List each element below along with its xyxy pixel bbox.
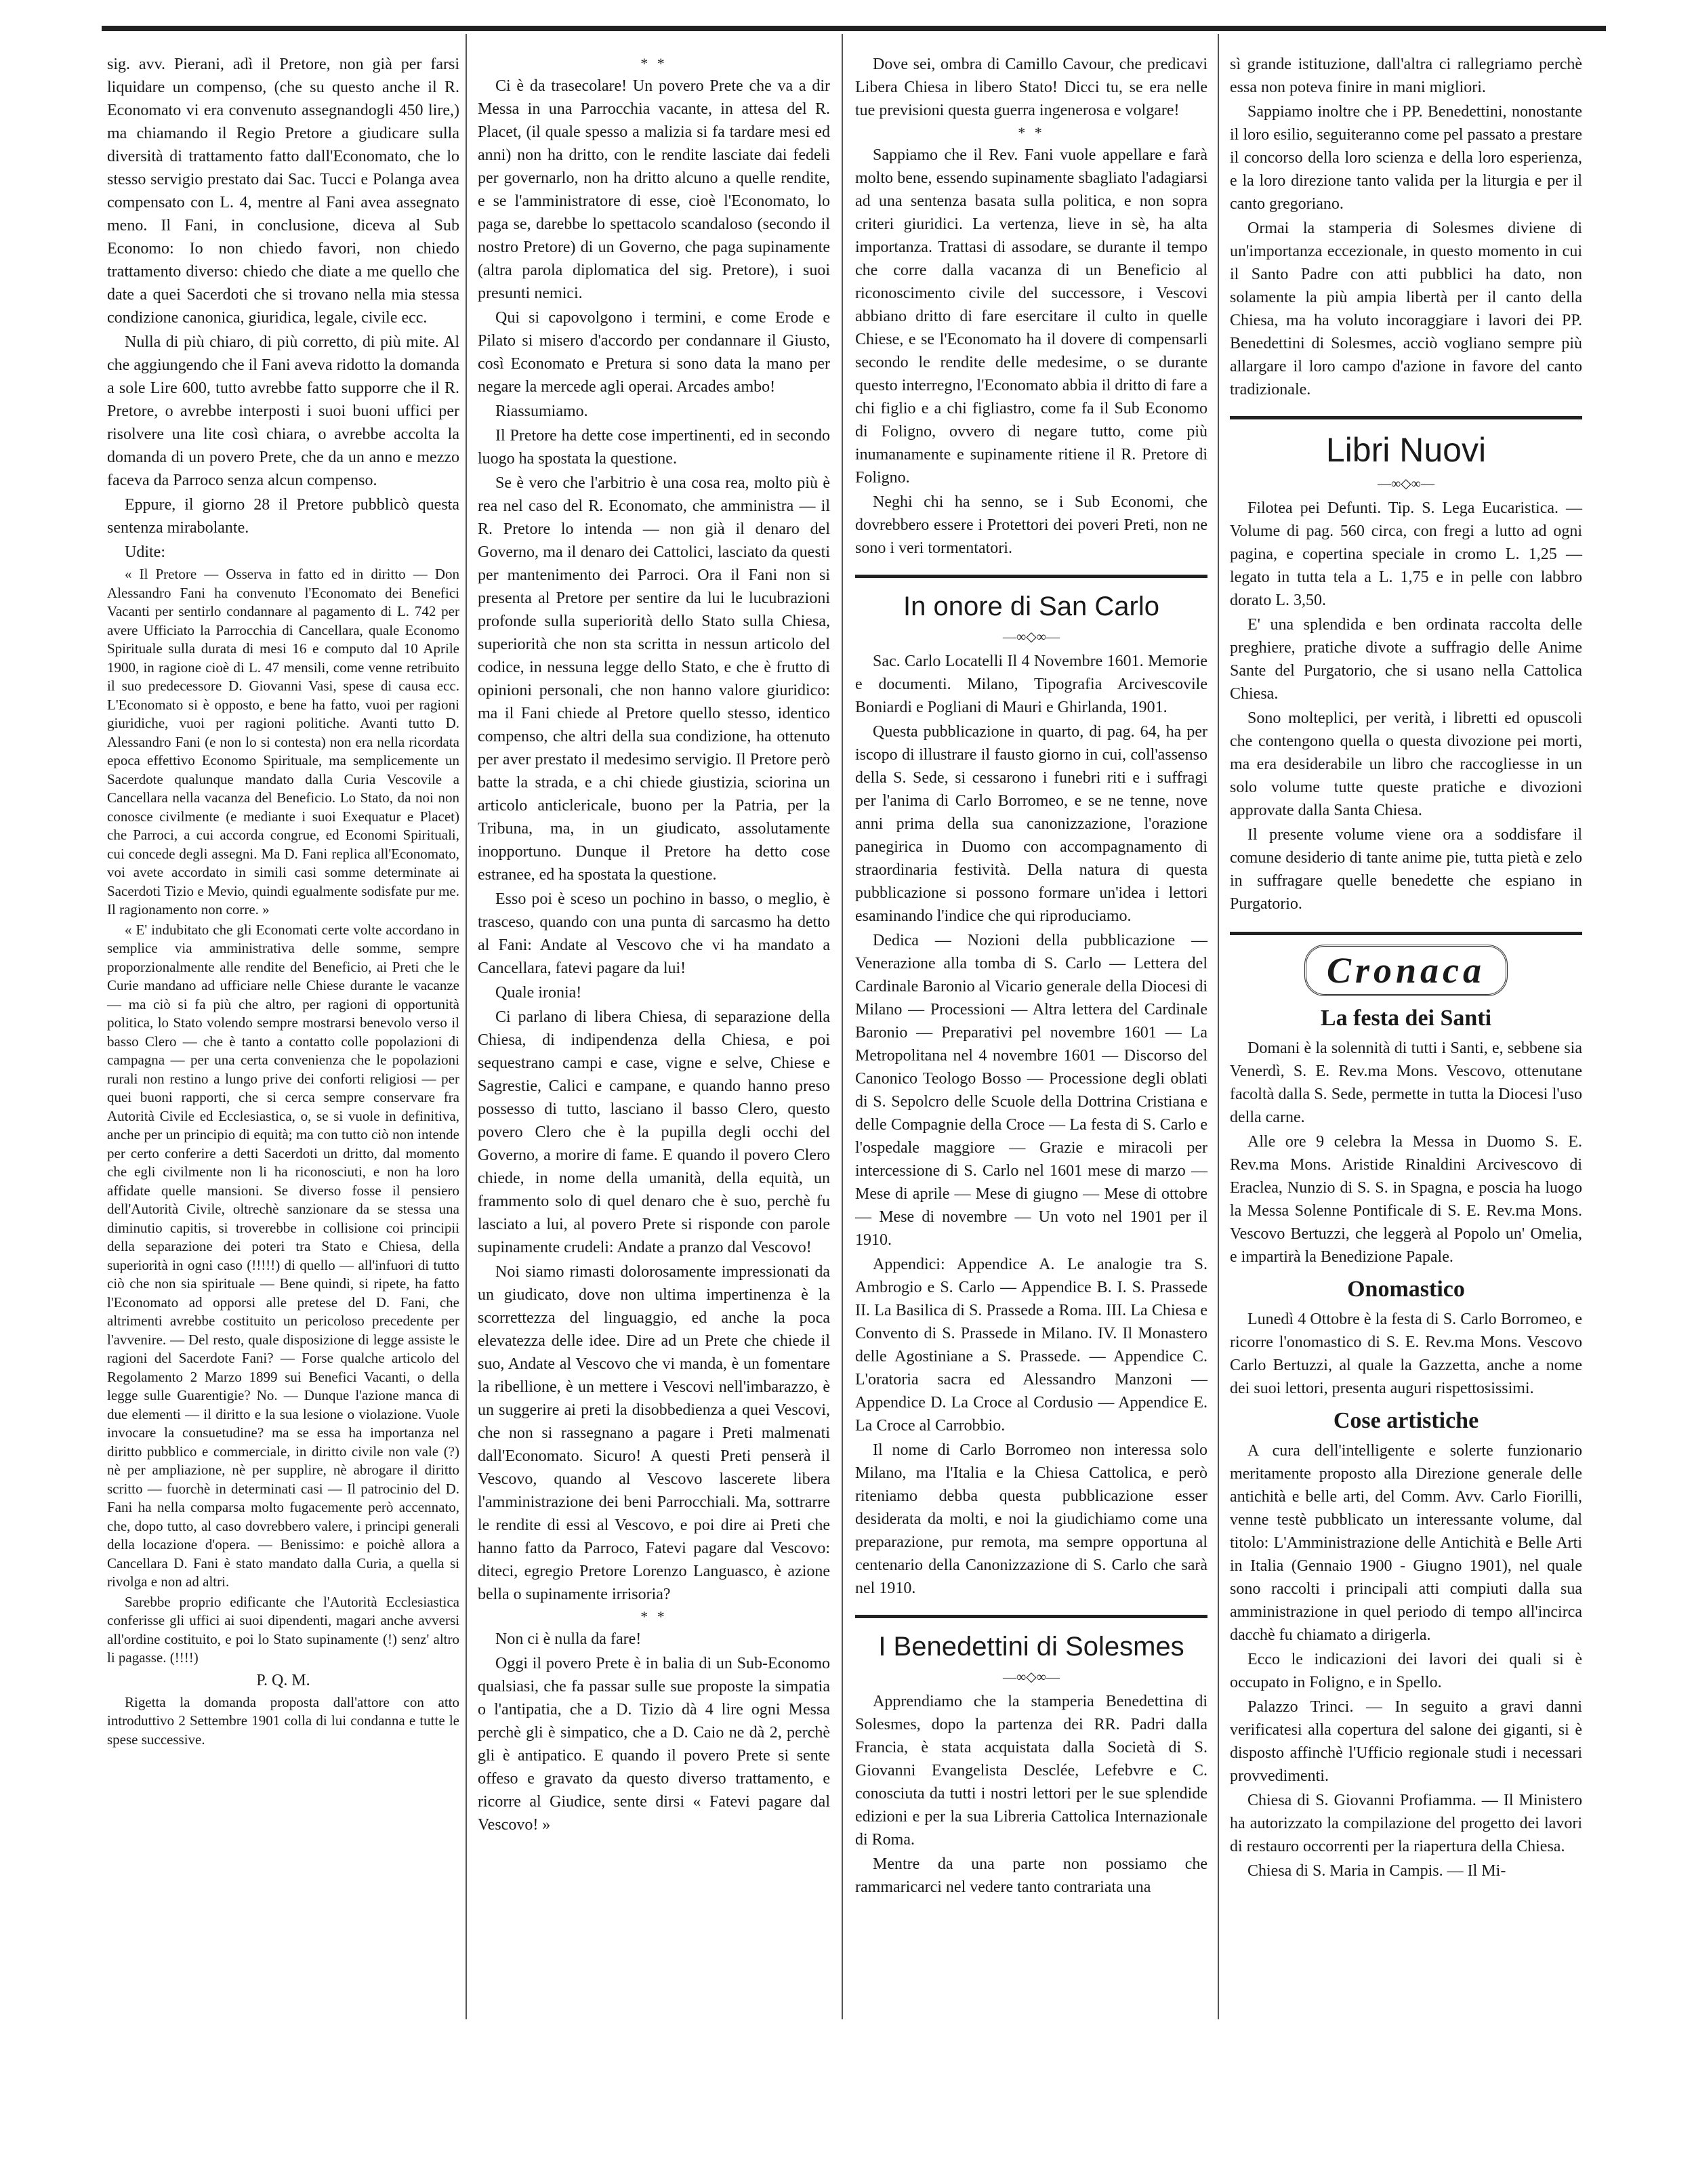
paragraph: Esso poi è sceso un pochino in basso, o meglio, è trasceso, quando con una punta di sarcasmo ha detto al Fani: Andate al Vescovo che vi ha mandato a Cancellara, fatevi pagare da lui! [478, 890, 830, 977]
column-1 [107, 53, 459, 1750]
column-2 [478, 53, 830, 1838]
paragraph: Questa pubblicazione in quarto, di pag. 64, ha per iscopo di illustrare il fausto giorno in cui, coll'assenso della S. Sede, si cessarono i funebri riti e i suffragi per l'anima di Carlo Borromeo, e se ne tenne, nove anni prima della sua canonizzazione, l'orazione panegirica in Duomo con accompagnamento di straordinaria festività. Della natura di questa pubblicazione si possono formare un'idea i lettori esaminando l'indice che qui riproduciamo. [855, 723, 1207, 925]
subheading: Onomastico [1347, 1277, 1465, 1302]
paragraph: Chiesa di S. Maria in Campis. — Il Mi- [1247, 1862, 1506, 1880]
paragraph: sì grande istituzione, dall'altra ci rallegriamo perchè essa non poteva finire in mani migliori. [1230, 56, 1582, 96]
paragraph: Domani è la solennità di tutti i Santi, e, sebbene sia Venerdì, S. E. Rev.ma Mons. Vescovo, ottenutane facoltà dalla S. Sede, permette in tutta la Diocesi l'uso della carne. [1230, 1039, 1582, 1126]
top-rule [102, 26, 1606, 31]
paragraph: « Il Pretore — Osserva in fatto ed in diritto — Don Alessandro Fani ha convenuto l'Economato dei Benefici Vacanti per sentirlo condannare al pagamento di L. 742 per avere Ufficiato la Parrocchia di Cancellara, quale Economo Spirituale sulla durata di mesi 16 e computo dal 10 Aprile 1900, in ragione cioè di L. 47 mensili, come venne retribuito il suo predecessore D. Giovanni Vasi, spese di causa ecc. L'Economato si è opposto, e bene ha fatto, vuoi per ragioni giuridiche, vuoi per ragioni politiche. Avanti tutto D. Alessandro Fani (e non lo si contesta) non era nella ricordata epoca effettivo Economo Spirituale, ma semplicemente un Sacerdote qualunque mandato dalla Curia Vescovile a Cancellara nella vacanza del Beneficio. Lo Stato, da noi non conosce civilmente (e mediante i suoi Exequatur e Placet) che Parroci, a cui accorda congrue, ed Economi Spirituali, cui concede degli assegni. Ma D. Fani replica all'Economato, voi avete accordato in simili casi somme determinate ai Sacerdoti Tizio e Mevio, quindi egualmente sodisfate pur me. Il ragionamento non corre. » [107, 566, 459, 918]
cronaca-masthead [1230, 932, 1582, 996]
column-4 [1230, 53, 1582, 1884]
paragraph: Rigetta la domanda proposta dall'attore con atto introduttivo 2 Settembre 1901 colla di lui condanna e tutte le spese successive. [107, 1693, 459, 1748]
paragraph: E' una splendida e ben ordinata raccolta delle preghiere, pratiche divote a suffragio delle Anime Sante del Purgatorio, che si usano nella Cattolica Chiesa. [1230, 616, 1582, 703]
paragraph: Il presente volume viene ora a soddisfare il comune desiderio di tante anime pie, tutta pietà e zelo in suffragare quelle benedette che espiano in Purgatorio. [1230, 826, 1582, 913]
paragraph: Non ci è nulla da fare! [495, 1630, 642, 1648]
ornament-icon: —∞◇∞— [1003, 1670, 1060, 1685]
subheading: Cose artistiche [1333, 1408, 1479, 1433]
paragraph: Sarebbe proprio edificante che l'Autorità Ecclesiastica conferisse gli uffici ai suoi dipendenti, magari anche avversi all'ordine costituito, e poi lo Stato supinamente (!) senz' altro li pagasse. (!!!!) [107, 1593, 459, 1666]
paragraph: Quale ironia! [495, 984, 582, 1002]
paragraph: Sappiamo inoltre che i PP. Benedettini, nonostante il loro esilio, seguiteranno come pel passato a prestare il concorso della loro scienza e della loro esperienza, e la loro direzione tanto valida per la liturgia e per il canto gregoriano. [1230, 103, 1582, 213]
paragraph: Filotea pei Defunti. Tip. S. Lega Eucaristica. — Volume di pag. 560 circa, con fregi a lutto ad ogni pagina, e copertina speciale in cromo L. 1,25 — legato in tutta tela a L. 1,75 e in pelle con labbro dorato L. 3,50. [1230, 499, 1582, 609]
paragraph: Palazzo Trinci. — In seguito a gravi danni verificatesi alla copertura del salone dei giganti, si è disposto affinchè l'Ufficio regionale studi i necessari provvedimenti. [1230, 1698, 1582, 1785]
column-3 [855, 53, 1207, 1900]
paragraph: Sac. Carlo Locatelli Il 4 Novembre 1601. Memorie e documenti. Milano, Tipografia Arcivescovile Boniardi e Pogliani di Mauri e Ghirlanda, 1901. [855, 653, 1207, 716]
paragraph: sig. avv. Pierani, adì il Pretore, non già per farsi liquidare un compenso, (che su questo anche il R. Economato vi era convenuto assegnandogli 450 lire,) ma chiamando il Regio Pretore a giudicare sulla diversità di trattamento fatto dall'Economato, che lo stesso servigio prestato dai Sac. Tucci e Polanga avea compensato con L. 4, mentre al Fani avea assegnato meno. Il Fani, in conclusione, diceva al Sub Economo: Io non chiedo favori, non chiedo trattamento diverso: chiedo che diate a me quello che date a quei Sacerdoti che si trovano nella mia stessa condizione canonica, giuridica, legale, civile ecc. [107, 56, 459, 327]
section-heading: Libri Nuovi [1230, 416, 1582, 470]
asterism-separator: * * [640, 1608, 667, 1625]
cronaca-title: Cronaca [1304, 945, 1508, 996]
paragraph: Ci parlano di libera Chiesa, di separazione della Chiesa, di indipendenza della Chiesa, e poi sequestrano campi e case, vigne e selve, Chiese e Sagrestie, Calici e campane, e quando hanno preso possesso di tutto, lasciano il basso Clero, questo povero Clero che è la pupilla degli occhi del Governo, a morire di fame. E quando il povero Clero chiede, in nome della umanità, della equità, un frammento solo di quel denaro che è suo, perchè fu lasciato a lui, al povero Prete si risponde con parole supinamente crudeli: Andate a pranzo dal Vescovo! [478, 1008, 830, 1256]
section-heading: I Benedettini di Solesmes [855, 1615, 1207, 1663]
subheading: La festa dei Santi [1320, 1006, 1492, 1031]
paragraph: P. Q. M. [256, 1671, 310, 1689]
column-divider [842, 34, 843, 2019]
ornament-icon: —∞◇∞— [1003, 630, 1060, 644]
paragraph: Apprendiamo che la stamperia Benedettina di Solesmes, dopo la partenza dei RR. Padri dalla Francia, è stata acquistata dalla Società di S. Giovanni Evangelista Desclée, Lefebvre e C. conosciuta da tutti i nostri lettori per le sue splendide edizioni e per la sua Libreria Cattolica Internazionale di Roma. [855, 1693, 1207, 1849]
paragraph: Mentre da una parte non possiamo che rammaricarci nel vedere tanto contrariata una [855, 1855, 1207, 1896]
paragraph: Ormai la stamperia di Solesmes diviene di un'importanza eccezionale, in questo momento in cui il Santo Padre con atti pubblici ha dato, non solamente la più ampia libertà per il canto della Chiesa, ma ha voluto incoraggiare i lavori dei PP. Benedettini di Solesmes, acciò vogliano sempre più allargare il loro campo d'azione in favore del canto tradizionale. [1230, 220, 1582, 398]
paragraph: Udite: [125, 543, 165, 561]
paragraph: Noi siamo rimasti dolorosamente impressionati da un giudicato, dove non ultima impertinenza è la scorrettezza del linguaggio, ed anche la poca elevatezza delle idee. Dire ad un Prete che chiede il suo, Andate al Vescovo che vi manda, è un fomentare la ribellione, è un mettere i Vescovi nell'imbarazzo, è un suggerire ai preti la disobbedienza a quei Vescovi, che non si rassegnano a pagare i Preti malmenati dall'Economato. Sicuro! A questi Preti penserà il Vescovo, quando al Vescovo lascerete libera l'amministrazione dei beni Parrocchiali. Ma, sottrarre le rendite di essi al Vescovo, e poi dire ai Preti che hanno fatto da Parroco, Fatevi pagare dal Vescovo: diteci, egregio Pretore Lorenzo Languasco, è azione bella o supinamente irrisoria? [478, 1263, 830, 1603]
ornament-icon: —∞◇∞— [1378, 476, 1434, 491]
column-divider [466, 34, 467, 2019]
column-divider [1218, 34, 1219, 2019]
paragraph: Appendici: Appendice A. Le analogie tra S. Ambrogio e S. Carlo — Appendice B. I. S. Prassede II. La Basilica di S. Prassede a Roma. III. La Chiesa e Convento di S. Prassede in Milano. IV. Il Monastero delle Agostiniane a S. Prassede. — Appendice C. L'oratoria sacra ed Alessandro Manzoni — Appendice D. La Croce al Cordusio — Appendice E. La Croce al Carrobbio. [855, 1256, 1207, 1435]
paragraph: Ecco le indicazioni dei lavori dei quali si è occupato in Foligno, e in Spello. [1230, 1651, 1582, 1691]
paragraph: Eppure, il giorno 28 il Pretore pubblicò questa sentenza mirabolante. [107, 496, 459, 537]
section-heading: In onore di San Carlo [855, 575, 1207, 623]
paragraph: Nulla di più chiaro, di più corretto, di più mite. Al che aggiungendo che il Fani aveva ridotto la domanda a sole Lire 600, tutto avrebbe fatto supporre che il R. Pretore, o avrebbe interposti i suoi buoni uffici per risolvere una lite così chiara, o avrebbe accolta la domanda di un povero Prete, che da un anno e mezzo faceva da Parroco senza alcun compenso. [107, 333, 459, 489]
paragraph: Dedica — Nozioni della pubblicazione — Venerazione alla tomba di S. Carlo — Lettera del Cardinale Baronio al Vicario generale della Diocesi di Milano — Processioni — Altra lettera del Cardinale Baronio — Preparativi pel novembre 1601 — La Metropolitana nel 4 novembre 1601 — Discorso del Canonico Teologo Bosso — Processione degli oblati di S. Sepolcro delle Scuole della Dottrina Cristiana e delle Compagnie della Croce — La festa di S. Carlo e l'ospedale maggiore — Grazie e miracoli per intercessione di S. Carlo nel 1601 mese di marzo — Mese di aprile — Mese di giugno — Mese di ottobre — Mese di novembre — Un voto nel 1901 per il 1910. [855, 932, 1207, 1249]
paragraph: Sappiamo che il Rev. Fani vuole appellare e farà molto bene, essendo supinamente sbagliato l'adagiarsi ad una sentenza basata sulla politica, e non sopra criteri giuridici. La vertenza, lieve in sè, ha alta importanza. Trattasi di assodare, se durante il tempo che corre dalla vacanza di un Beneficio al riconoscimento civile del successore, i Vescovi abbiano dritto di fare esercitare il culto in quelle Chiese, e se l'Economato ha il dovere di compensarli secondo le rendite delle medesime, o se durante questo interregno, l'Economato abbia il dritto di fare a chi figlio e a chi figliastro, come fa il Sub Economo di Foligno, ovvero di negare tutto, come più inumanamente e supinamente ritiene il R. Pretore di Foligno. [855, 146, 1207, 487]
paragraph: Lunedì 4 Ottobre è la festa di S. Carlo Borromeo, e ricorre l'onomastico di S. E. Rev.ma Mons. Vescovo Carlo Bertuzzi, al quale la Gazzetta, anche a nome dei suoi lettori, presenta auguri rispettosissimi. [1230, 1311, 1582, 1397]
paragraph: Dove sei, ombra di Camillo Cavour, che predicavi Libera Chiesa in libero Stato! Dicci tu, se era nelle tue previsioni questa guerra ingenerosa e volgare! [855, 56, 1207, 119]
paragraph: Alle ore 9 celebra la Messa in Duomo S. E. Rev.ma Mons. Aristide Rinaldini Arcivescovo di Eraclea, Nunzio di S. S. in Spagna, e poscia ha luogo la Messa Solenne Pontificale di S. E. Rev.ma Mons. Vescovo Bertuzzi, che leggerà al Popolo un' Omelia, e impartirà la Benedizione Papale. [1230, 1133, 1582, 1266]
asterism-separator: * * [640, 55, 667, 72]
paragraph: Riassumiamo. [495, 403, 588, 420]
paragraph: Qui si capovolgono i termini, e come Erode e Pilato si misero d'accordo per condannare il Giusto, così Economato e Pretura si sono data la mano per negare la mercede agli operai. Arcades ambo! [478, 309, 830, 396]
paragraph: Il nome di Carlo Borromeo non interessa solo Milano, ma l'Italia e la Chiesa Cattolica, e però riteniamo debba questa pubblicazione esser desiderata da molti, e noi la giudichiamo come una preparazione, pur remota, ma sempre opportuna al centenario della Canonizzazione di S. Carlo che sarà nel 1910. [855, 1441, 1207, 1597]
paragraph: A cura dell'intelligente e solerte funzionario meritamente proposto alla Direzione generale delle antichità e belle arti, del Comm. Avv. Carlo Fiorilli, venne testè pubblicato un interessante volume, dal titolo: L'Amministrazione delle Antichità e Belle Arti in Italia (Gennaio 1900 - Giugno 1901), nel quale sono raccolti i principali atti compiuti dalla sua amministrazione in quel periodo di tempo all'incirca dacchè fu chiamato a dirigerla. [1230, 1442, 1582, 1644]
paragraph: Oggi il povero Prete è in balia di un Sub-Economo qualsiasi, che fa passar sulle sue proposte la simpatia o l'antipatia, che a D. Tizio dà 4 lire ogni Messa perchè gli è simpatico, che a D. Caio ne dà 2, perchè gli è antipatico. E quando il povero Prete si sente offeso e gravato da questo diverso trattamento, e ricorre al Giudice, sente dirsi « Fatevi pagare dal Vescovo! » [478, 1655, 830, 1834]
paragraph: Il Pretore ha dette cose impertinenti, ed in secondo luogo ha spostata la questione. [478, 427, 830, 468]
paragraph: Se è vero che l'arbitrio è una cosa rea, molto più è rea nel caso del R. Economato, che amministra — il R. Pretore lo intenda — non già il denaro del Governo, ma il denaro dei Cattolici, lasciato da questi per mantenimento dei Parroci. Ora il Fani non si presenta al Pretore per sentire da lui le lucubrazioni profonde sulla superiorità dello Stato sulla Chiesa, superiorità che non sta scritta in nessun articolo del codice, in nessuna legge dello Stato, e che è frutto di opinioni personali, che non hanno valore giuridico: ma il Fani chiede al Pretore quello stesso, identico compenso, che altri della sua condizione, ha ottenuto per aver prestato il medesimo servigio. Il Pretore però batte la strada, e a chi chiede giustizia, sciorina un articolo anticlericale, buono per la Patria, per la Tribuna, ma, in un giudicato, assolutamente inopportuno. Dunque il Pretore ha detto cose estranee, ed ha spostata la questione. [478, 474, 830, 884]
paragraph: « E' indubitato che gli Economati certe volte accordano in semplice via amministrativa delle somme, sempre proporzionalmente alle rendite del Beneficio, ai Preti che le Curie mandano ad ufficiare nelle Chiese durante le vacanze — ma ciò si fa più che altro, per ragioni di opportunità politica, lo Stato volendo sempre mostrarsi benevolo verso il basso Clero — che è tanto a contatto colle popolazioni di campagna — per una certa convenienza che le popolazioni rurali non restino a lungo prive dei conforti religiosi — per quei buoni rapporti, che si cerca sempre conservare fra Autorità Civile ed Ecclesiastica, o, se si vuole in definitiva, anche per un principio di equità; ma con tutto ciò non intende per certo conferire a detti Sacerdoti un dritto, dal momento che egli civilmente non li ha riconosciuti, e non ha loro affidate quelle mansioni. Se diverso fosse il pensiero dell'Autorità Civile, oltrechè sanzionare da se stessa una diminutio capitis, si troverebbe in collisione coi principii della separazione dei poteri tra Stato e Chiesa, della superiorità in ogni caso (!!!!!) di quello — all'infuori di tutto ciò che non sia spirituale — Bene quindi, si ripete, ha fatto l'Economato ad opporsi alle pretese del D. Fani, che altrimenti avrebbe costituito un pericoloso precedente per l'avvenire. — Del resto, quale disposizione di legge assiste le ragioni del Sacerdote Fani? — Forse qualche articolo del Regolamento 2 Marzo 1899 sui Benefici Vacanti, o della legge sulle Guarentigie? No. — Dunque l'azione manca di due elementi — il diritto e la sua lesione o violazione. Vuole invocare la consuetudine? ma se essa ha importanza nel diritto pubblico e commerciale, in diritto civile non vale (?) nè per ampliazione, nè per supplire, nè abrogare il diritto scritto — fuorchè in determinati casi — Il patrocinio del D. Fani ha nella comparsa molto fugacemente però accennato, che, dopo tutto, al caso dovrebbero valere, i principi generali della locazione d'opera. — Benissimo: e poichè allora a Cancellara D. Fani è stato mandato dalla Curia, a quella si rivolga e non ad altri. [107, 921, 459, 1590]
paragraph: Ci è da trasecolare! Un povero Prete che va a dir Messa in una Parrocchia vacante, in attesa del R. Placet, (il quale spesso a malizia si fa tardare mesi ed anni) non ha dritto, con le rendite lasciate dai fedeli per governarlo, non ha dritto alcuno a quelle rendite, e se l'amministratore di esse, cioè l'Economato, lo paga se, darebbe lo spettacolo scandaloso (secondo il nostro Pretore) di un Governo, che paga supinamente (altra parola diplomatica del sig. Pretore), i suoi presunti nemici. [478, 77, 830, 302]
paragraph: Sono molteplici, per verità, i libretti ed opuscoli che contengono quella o questa divozione pei morti, ma era desiderabile un libro che raccogliesse in un solo volume tutte queste pratiche e divozioni approvate dalla Santa Chiesa. [1230, 709, 1582, 819]
paragraph: Neghi chi ha senno, se i Sub Economi, che dovrebbero essere i Protettori dei poveri Preti, non ne sono i veri tormentatori. [855, 493, 1207, 557]
paragraph: Chiesa di S. Giovanni Profiamma. — Il Ministero ha autorizzato la compilazione del progetto dei lavori di restauro occorrenti per la riapertura della Chiesa. [1230, 1792, 1582, 1855]
asterism-separator: * * [1018, 124, 1045, 141]
